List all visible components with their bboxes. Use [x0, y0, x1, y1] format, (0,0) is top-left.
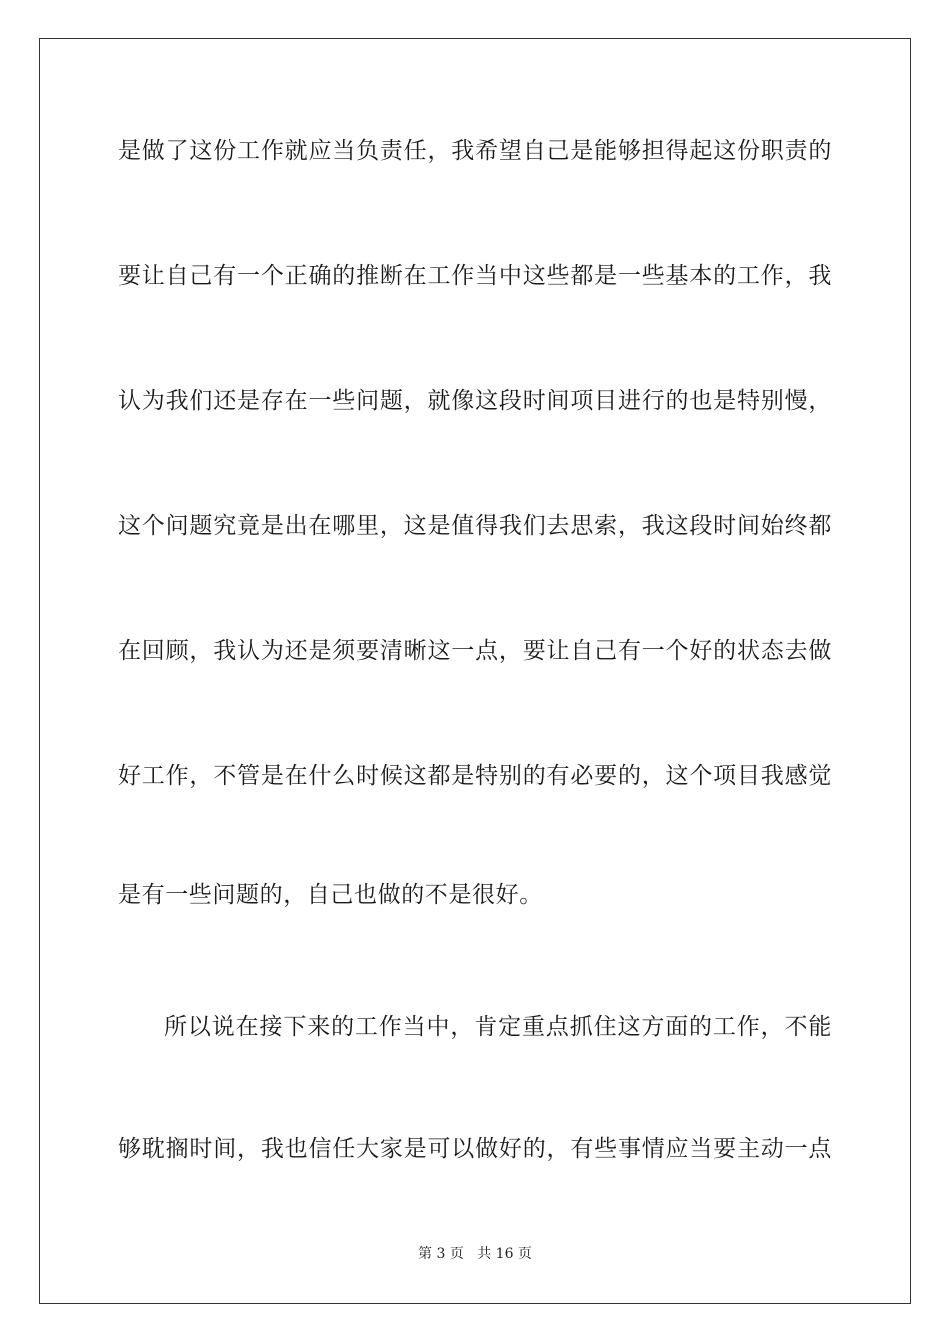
text-line: 够耽搁时间，我也信任大家是可以做好的，有些事情应当要主动一点 — [118, 1136, 832, 1162]
text-line: 是做了这份工作就应当负责任，我希望自己是能够担得起这份职责的 — [118, 138, 832, 164]
text-line: 要让自己有一个正确的推断在工作当中这些都是一些基本的工作，我 — [118, 263, 832, 289]
text-line: 在回顾，我认为还是须要清晰这一点，要让自己有一个好的状态去做 — [118, 638, 832, 664]
text-line: 这个问题究竟是出在哪里，这是值得我们去思索，我这段时间始终都 — [118, 513, 832, 539]
text-line: 好工作，不管是在什么时候这都是特别的有必要的，这个项目我感觉 — [118, 763, 832, 789]
page-footer — [0, 1245, 950, 1263]
text-line: 所以说在接下来的工作当中，肯定重点抓住这方面的工作，不能 — [164, 1014, 832, 1040]
page-number: 第 3 页 — [418, 1246, 464, 1262]
text-line: 认为我们还是存在一些问题，就像这段时间项目进行的也是特别慢， — [118, 388, 832, 414]
text-line: 是有一些问题的，自己也做的不是很好。 — [118, 882, 543, 908]
page-total: 共 16 页 — [477, 1246, 532, 1262]
page-border — [39, 38, 911, 1304]
